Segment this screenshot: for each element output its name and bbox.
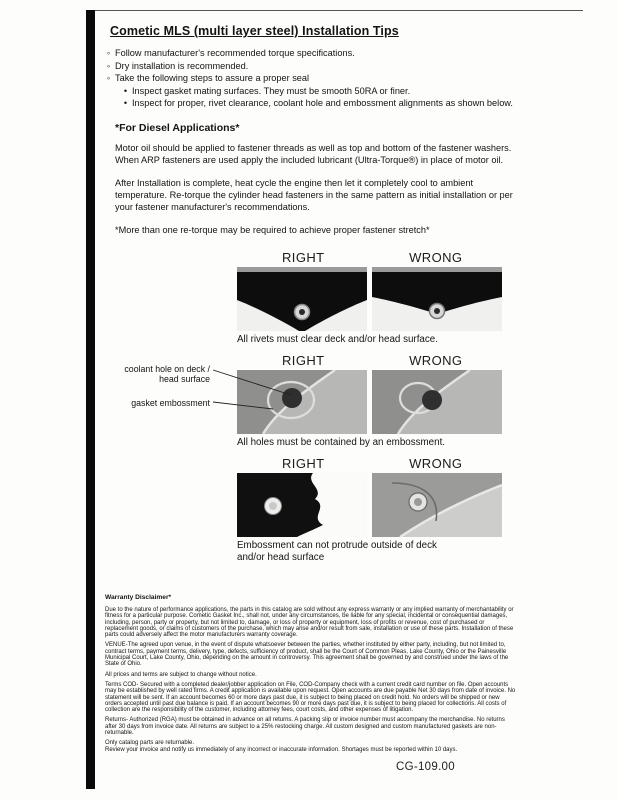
tip-text: Take the following steps to assure a proper seal [115,73,310,84]
list-item [121,97,585,110]
warranty-disclaimer [105,594,517,753]
tip-text: Follow manufacturer's recommended torque specifications. [115,48,355,58]
page-number: CG-109.00 [396,761,455,773]
diagram-panels [237,267,502,331]
page-left-border [86,10,95,789]
warranty-paragraph: VENUE-The agreed upon venue, in the event of dispute whatsoever between the parties, whether instituted by either party, including, but not limited to, contract terms, payment terms, delivery, type, defects, sufficiency of product, shall be the Court of Common Pleas, Lake County, Ohio or the Painesville Municipal Court, Lake County, Ohio, depending on the amount in controversy. This agreement shall be governed by and construed under the laws of the State of Ohio. [105,642,509,668]
list-item [121,85,585,98]
coolant-hole-callout: coolant hole on deck / head surface [124,363,210,385]
tip-text: Dry installation is recommended. [115,60,249,71]
warranty-paragraph: Due to the nature of performance applications, the parts in this catalog are sold without any express warranty or any implied warranty of merchantability or fitness for a particular purpose. Cometic Gasket Inc., shall not, under any circumstances, be liable for any special, incidental or consequential damages, including, person, party or property, but not limited to, damage, or loss of property or equipment, loss of profits or revenue, cost of purchased or replacement goods, or claims of customers of the purchase, which may arise and/or result from sale, installation or use of these parts. Installation of these parts could adversely affect the motor manufacturers warranty coverage. [105,606,514,639]
open-bullet-icon: ◦ [106,73,111,84]
diesel-paragraph-1: Motor oil should be applied to fastener threads as well as top and bottom of the fastener washers. When ARP fasteners are used apply the included lubricant (Ultra-Torque®) in place of motor oil. [115,142,512,165]
warranty-heading: Warranty Disclaimer* [105,593,172,601]
list-item [104,47,585,60]
filled-bullet-icon: • [123,85,128,96]
filled-bullet-icon: • [123,98,128,109]
diagram-caption: All holes must be contained by an embossment. [237,436,446,448]
rivet-wrong-image [372,267,502,331]
warranty-paragraph: Returns- Authorized (RGA) must be obtained in advance on all returns. A packing slip or invoice number must accompany the merchandise. No returns after 30 days from invoice date. All returns are subject to a 25% restocking charge. All custom designed and custom manufactured gaskets are non-returnable. [105,717,505,737]
installation-tips-list [100,47,585,110]
rivet-right-image [237,267,367,331]
right-wrong-labels [237,250,502,265]
diagram-panels [237,473,502,537]
embossment-wrong-image [372,370,502,434]
warranty-paragraph: Review your invoice and notify us immediately of any incorrect or inaccurate information. Shortages must be reported within 10 days. [105,746,458,753]
warranty-paragraph: Terms COD- Secured with a completed dealer/jobber application on File, COD-Company check with a current credit card number on file. Open accounts may be established by well rated firms. A credit application is available upon request. Open accounts are due payable Net 30 days from date of invoice. No statement will be sent. If an account becomes 60 or more days past due, it is subject to being placed on credit hold. No orders will be shipped or new orders accepted until past due balance is paid. If an account becomes 90 or more days past due, it is subject to being placed for collections. All costs of collection are the responsibility of the customer, including attorney fees, court costs, and other expenses of litigation. [105,681,516,714]
warranty-paragraph: All prices and terms are subject to change without notice. [105,671,257,678]
right-label: RIGHT [282,249,325,265]
wrong-label: WRONG [409,455,463,471]
wrong-label: WRONG [409,249,463,265]
right-label: RIGHT [282,455,325,471]
tip-text: Inspect gasket mating surfaces. They must be smooth 50RA or finer. [132,85,411,96]
diagram-row-protrusion [237,456,502,564]
gasket-embossment-callout: gasket embossment [131,397,210,408]
diagram-caption: All rivets must clear deck and/or head surface. [237,333,438,345]
list-item [104,72,585,85]
page-title: Cometic MLS (multi layer steel) Installation Tips [110,24,399,38]
diagram-row-holes [124,352,502,449]
right-wrong-labels [237,456,502,471]
diagram-section [124,249,502,564]
page-top-rule [95,10,583,11]
right-label: RIGHT [282,352,325,368]
callout-leader-lines [211,365,311,420]
open-bullet-icon: ◦ [106,48,111,58]
protrusion-wrong-image [372,473,502,537]
open-bullet-icon: ◦ [106,60,111,71]
page-content [100,14,585,757]
warranty-paragraph: Only catalog parts are returnable. [105,740,195,747]
diagram-row-rivets [237,250,502,346]
diagram-caption: Embossment can not protrude outside of deck and/or head surface [237,539,437,563]
diesel-paragraph-2: After Installation is complete, heat cycle the engine then let it completely cool to ambient temperature. Re-torque the cylinder head fasteners in the same pattern as initial installation or per your fastener manufacturer's recommendations. [115,177,513,212]
retorque-note: *More than one re-torque may be required to achieve proper fastener stretch* [115,224,430,235]
diesel-applications-heading: *For Diesel Applications* [115,121,240,134]
protrusion-right-image [237,473,367,537]
tip-text: Inspect for proper, rivet clearance, coolant hole and embossment alignments as shown below. [132,98,513,109]
wrong-label: WRONG [409,352,463,368]
list-item [104,60,585,73]
